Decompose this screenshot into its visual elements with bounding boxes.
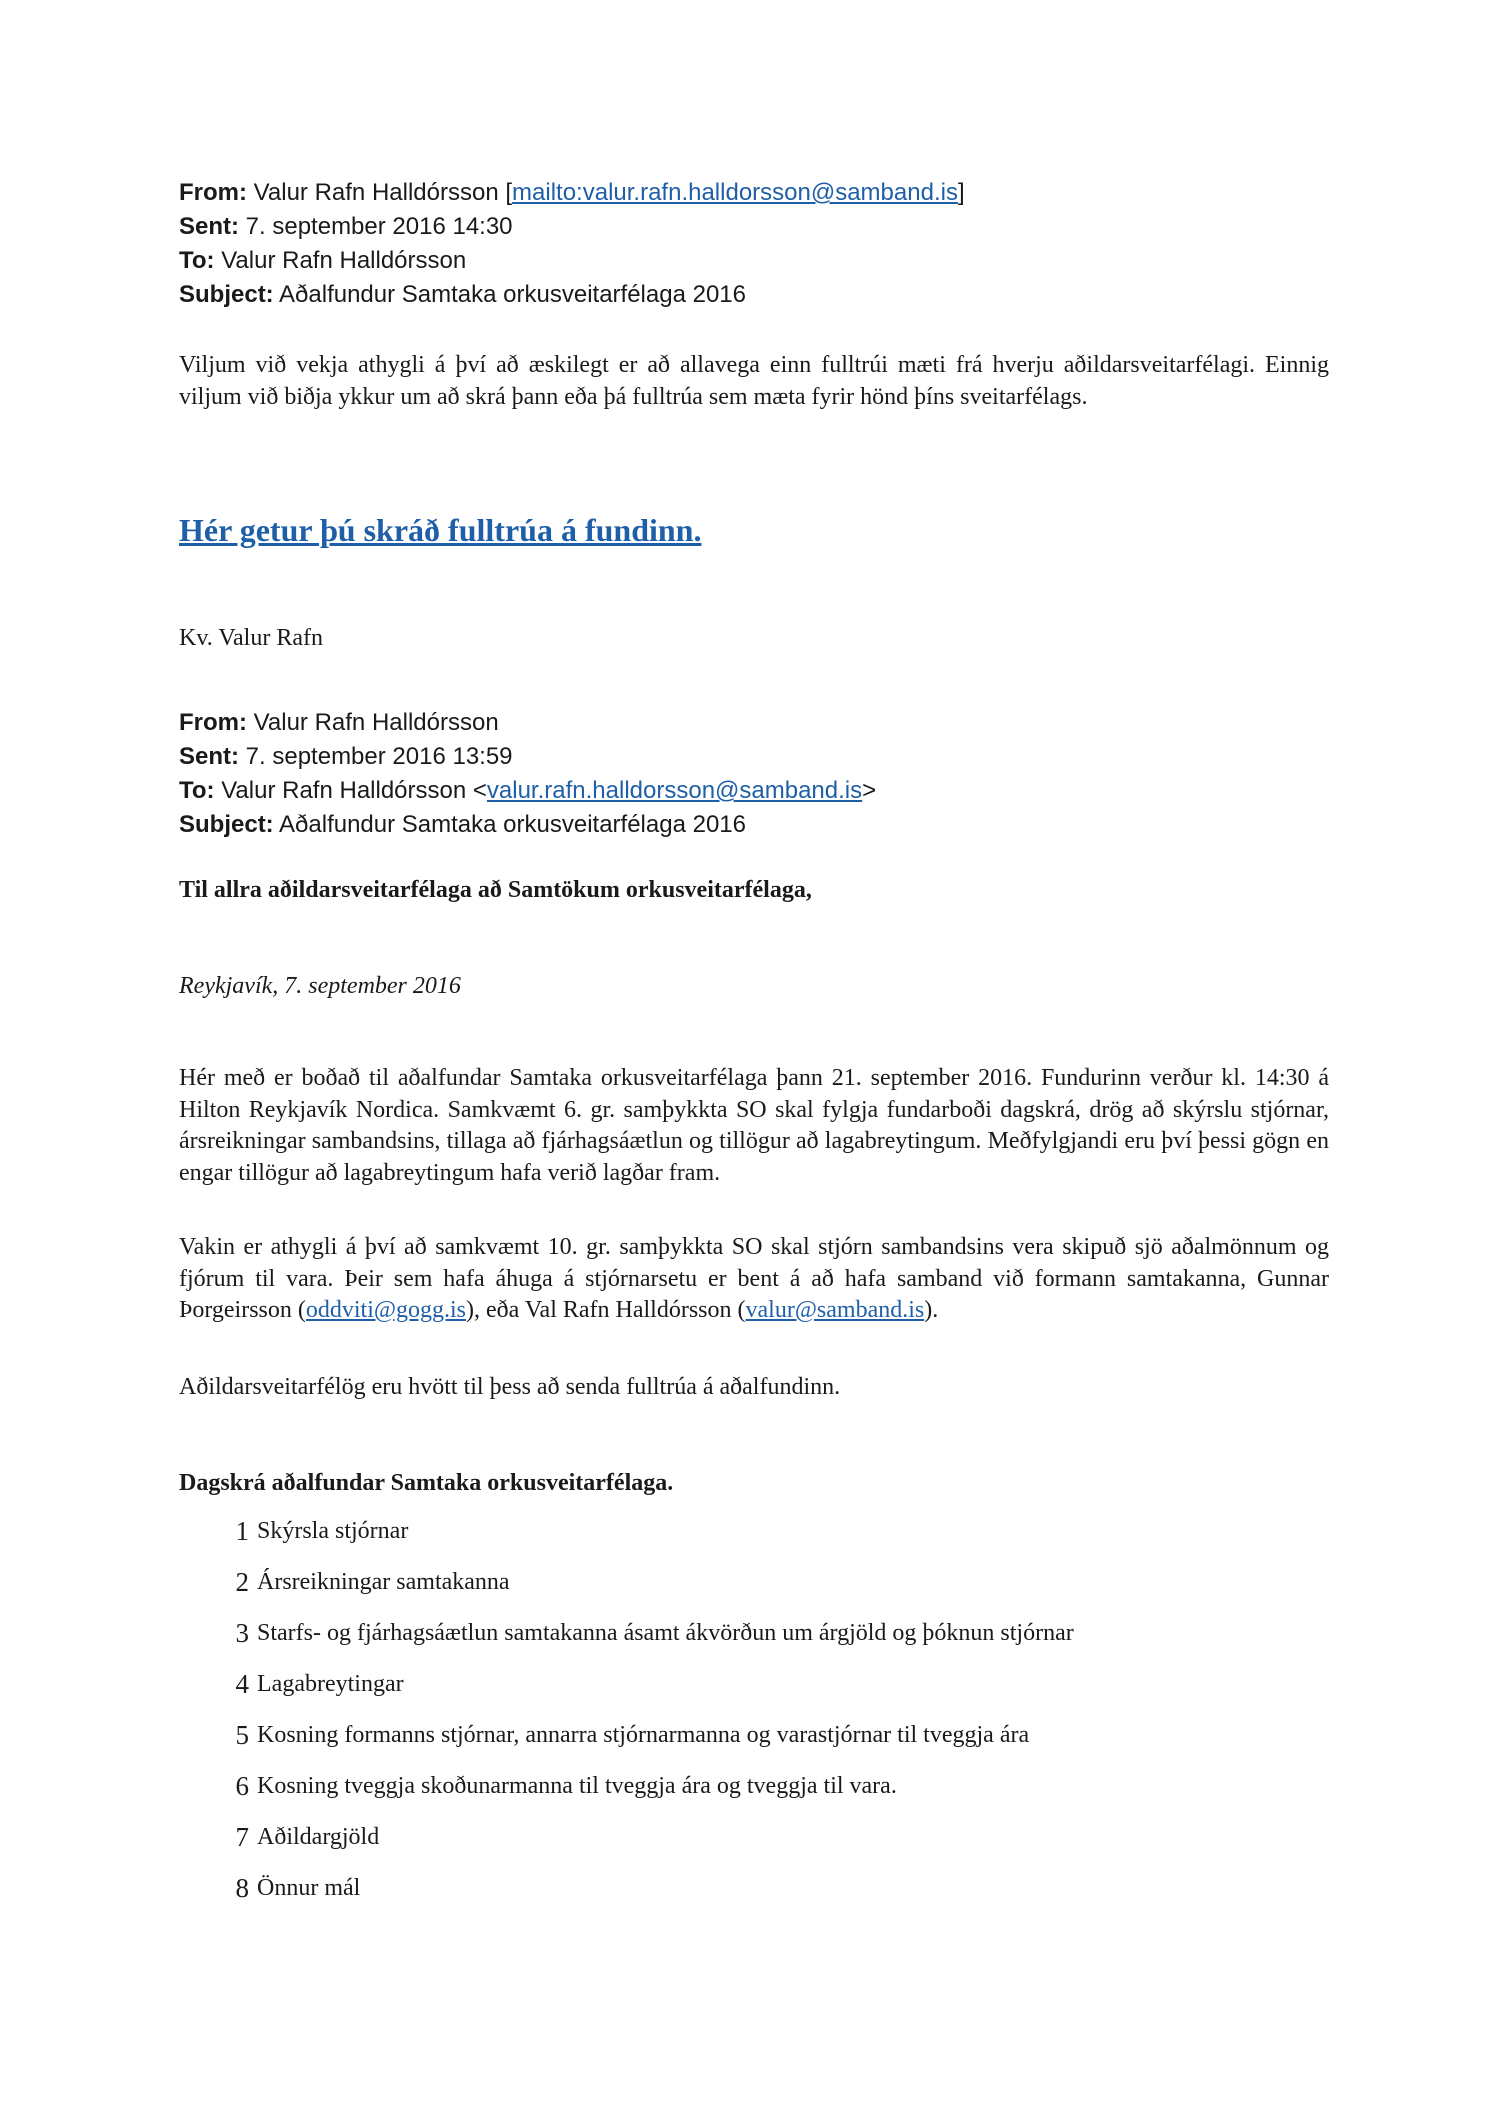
agenda-title: Dagskrá aðalfundar Samtaka orkusveitarfélaga.	[179, 1470, 674, 1496]
agenda-item-number: 8	[235, 1873, 249, 1903]
subject-value: Aðalfundur Samtaka orkusveitarfélaga 2016	[279, 281, 746, 308]
agenda-item	[179, 1608, 1329, 1659]
from-bracket-open: [	[505, 179, 513, 206]
delegate-encouragement-paragraph: Aðildarsveitarfélög eru hvött til þess að senda fulltrúa á aðalfundinn.	[179, 1374, 841, 1400]
sent-value: 7. september 2016 14:30	[245, 213, 513, 240]
sent-line-2	[179, 740, 1329, 774]
agenda-item-text: Ársreikningar samtakanna	[257, 1569, 510, 1595]
subject-value-2: Aðalfundur Samtaka orkusveitarfélaga 2016	[279, 811, 746, 838]
salutation: Til allra aðildarsveitarfélaga að Samtökum orkusveitarfélaga,	[179, 877, 812, 903]
email-header-1	[179, 176, 1329, 312]
agenda-item	[179, 1812, 1329, 1863]
to-label-2: To:	[179, 777, 215, 804]
agenda-item-number: 3	[235, 1618, 249, 1648]
subject-label: Subject:	[179, 281, 274, 308]
agenda-item-text: Kosning tveggja skoðunarmanna til tveggja ára og tveggja til vara.	[257, 1773, 897, 1799]
agenda-item	[179, 1557, 1329, 1608]
from-value-2: Valur Rafn Halldórsson	[253, 709, 499, 736]
agenda-item-text: Kosning formanns stjórnar, annarra stjórnarmanna og varastjórnar til tveggja ára	[257, 1722, 1030, 1748]
agenda-item	[179, 1863, 1329, 1914]
place-date: Reykjavík, 7. september 2016	[179, 973, 461, 999]
agenda-item-text: Önnur mál	[257, 1875, 361, 1901]
agenda-item-text: Lagabreytingar	[257, 1671, 404, 1697]
agenda-item-text: Starfs- og fjárhagsáætlun samtakanna ásamt ákvörðun um árgjöld og þóknun stjórnar	[257, 1620, 1074, 1646]
agenda-item-number: 5	[235, 1720, 249, 1750]
agenda-item-text: Aðildargjöld	[257, 1824, 380, 1850]
register-delegates-link[interactable]: Hér getur þú skráð fulltrúa á fundinn.	[179, 512, 702, 548]
to-line-2	[179, 774, 1329, 808]
from-line	[179, 176, 1329, 210]
sent-label-2: Sent:	[179, 743, 239, 770]
valur-email-link[interactable]: valur@samband.is	[745, 1297, 925, 1323]
agenda-item	[179, 1761, 1329, 1812]
to-email-link-2[interactable]: valur.rafn.halldorsson@samband.is	[486, 777, 863, 804]
to-angle-close: >	[862, 777, 877, 804]
agenda-item-number: 1	[235, 1516, 249, 1546]
sent-label: Sent:	[179, 213, 239, 240]
agenda-item-number: 6	[235, 1771, 249, 1801]
oddviti-email-link[interactable]: oddviti@gogg.is	[305, 1297, 467, 1323]
meeting-notice-paragraph: Hér með er boðað til aðalfundar Samtaka orkusveitarfélaga þann 21. september 2016. Fundurinn verður kl. 14:30 á Hilton Reykjavík Nordica. Samkvæmt 6. gr. samþykkta SO skal fylgja fundarboði dagskrá, drög að skýrslu stjórnar, ársreikningar sambandsins, tillaga að fjárhagsáætlun og tillögur að lagabreytingum. Meðfylgjandi eru því þessi gögn en engar tillögur að lagabreytingum hafa verið lagðar fram.	[179, 1065, 1329, 1186]
agenda-item-number: 4	[235, 1669, 249, 1699]
from-label: From:	[179, 179, 247, 206]
sent-value-2: 7. september 2016 13:59	[245, 743, 513, 770]
from-line-2	[179, 706, 1329, 740]
to-label: To:	[179, 247, 215, 274]
to-line	[179, 244, 1329, 278]
agenda-list	[179, 1506, 1329, 1914]
agenda-item	[179, 1506, 1329, 1557]
sent-line	[179, 210, 1329, 244]
board-nomination-paragraph	[179, 1232, 1329, 1327]
from-bracket-close: ]	[957, 179, 965, 206]
board-text-after: ).	[924, 1297, 939, 1323]
email-header-2	[179, 706, 1329, 842]
subject-line-2	[179, 808, 1329, 842]
agenda-item-text: Skýrsla stjórnar	[257, 1518, 409, 1544]
signoff: Kv. Valur Rafn	[179, 625, 323, 651]
board-text-middle: ), eða Val Rafn Halldórsson (	[466, 1297, 746, 1323]
intro-paragraph: Viljum við vekja athygli á því að æskilegt er að allavega einn fulltrúi mæti frá hverju aðildarsveitarfélagi. Einnig viljum við biðja ykkur um að skrá þann eða þá fulltrúa sem mæta fyrir hönd þíns sveitarfélags.	[179, 352, 1329, 410]
subject-label-2: Subject:	[179, 811, 274, 838]
subject-line	[179, 278, 1329, 312]
agenda-item	[179, 1710, 1329, 1761]
from-name: Valur Rafn Halldórsson	[253, 179, 499, 206]
agenda-item-number: 2	[235, 1567, 249, 1597]
from-label-2: From:	[179, 709, 247, 736]
agenda-item-number: 7	[235, 1822, 249, 1852]
to-value: Valur Rafn Halldórsson	[221, 247, 467, 274]
to-name-2: Valur Rafn Halldórsson	[221, 777, 467, 804]
to-angle-open: <	[472, 777, 487, 804]
board-text-before: Vakin er athygli á því að samkvæmt 10. gr. samþykkta SO skal stjórn sambandsins vera skipuð sjö aðalmönnum og fjórum til vara. Þeir sem hafa áhuga á stjórnarsetu er bent á að hafa samband við formann samtakanna, Gunnar Þorgeirsson (	[179, 1234, 1329, 1323]
from-mailto-link[interactable]: mailto:valur.rafn.halldorsson@samband.is	[512, 179, 958, 206]
agenda-item	[179, 1659, 1329, 1710]
